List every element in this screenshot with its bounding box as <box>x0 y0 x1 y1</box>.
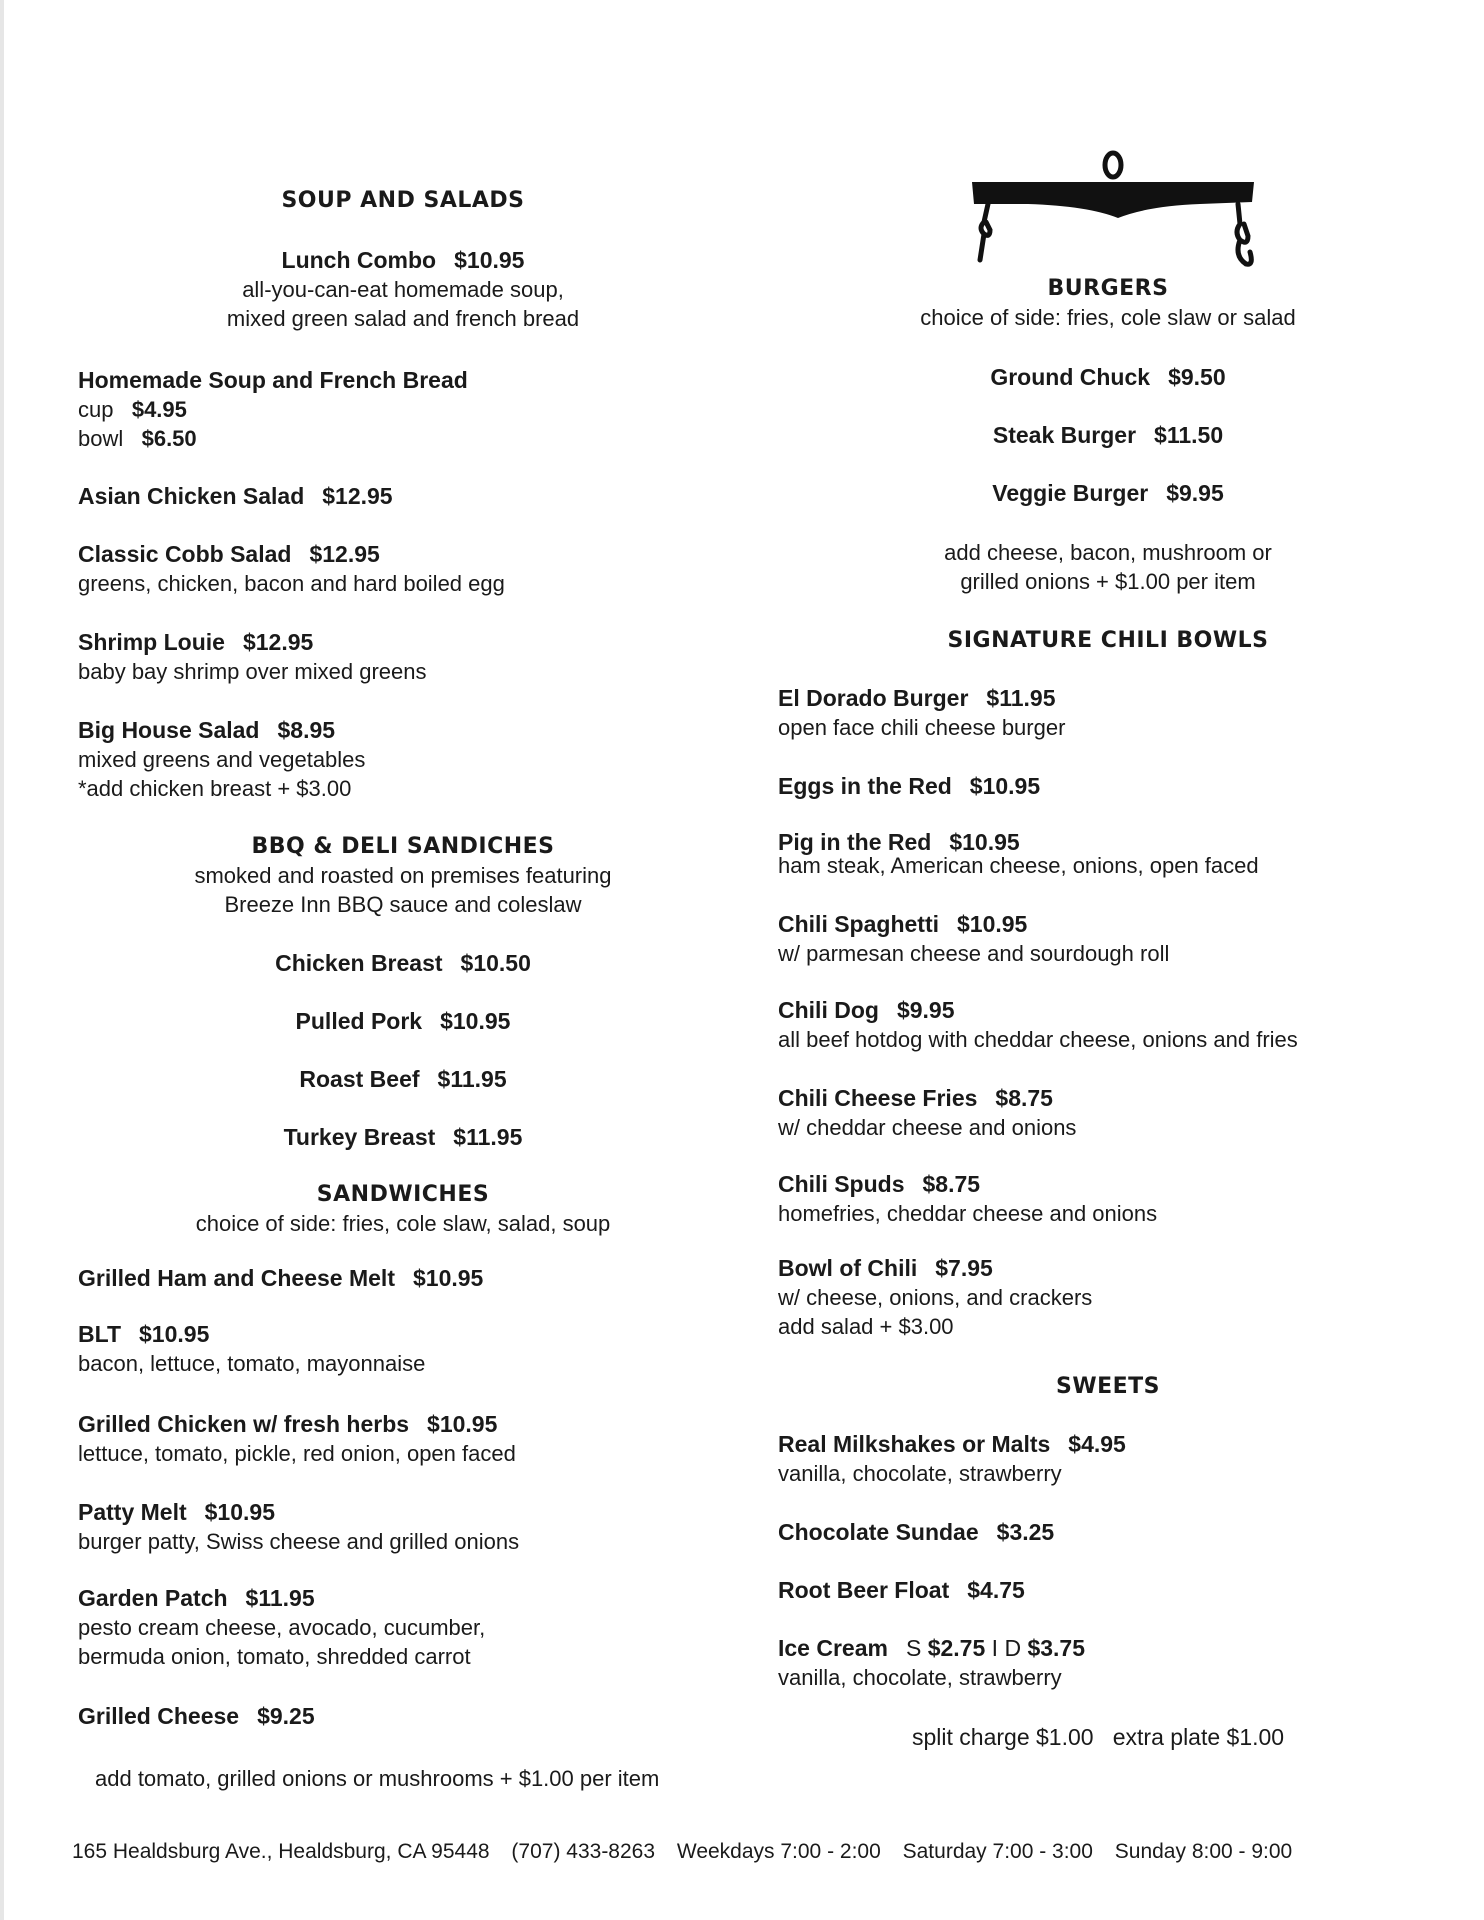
item-name: Asian Chicken Salad <box>78 483 305 509</box>
item-name: Pig in the Red <box>778 829 932 855</box>
footer-weekdays: Weekdays 7:00 - 2:00 <box>676 1840 881 1863</box>
item-desc: lettuce, tomato, pickle, red onion, open faced <box>78 1441 516 1466</box>
item-price: $3.25 <box>996 1519 1055 1545</box>
item-name: Grilled Cheese <box>78 1703 240 1729</box>
burgers-section <box>778 274 1438 332</box>
classic-cobb-salad <box>78 540 728 598</box>
bbq-heading: BBQ & DELI SANDICHES <box>251 834 555 859</box>
item-name: BLT <box>78 1321 122 1347</box>
item-name: Chocolate Sundae <box>778 1519 979 1545</box>
item-name: Chili Cheese Fries <box>778 1085 978 1111</box>
item-name: Pulled Pork <box>295 1008 423 1034</box>
item-desc: add salad + $3.00 <box>778 1314 954 1339</box>
item-name: Patty Melt <box>78 1499 187 1525</box>
item-price: $11.95 <box>453 1124 523 1150</box>
item-price: $9.25 <box>257 1703 315 1729</box>
item-desc: baby bay shrimp over mixed greens <box>78 659 427 684</box>
ox-yoke-icon <box>968 148 1258 273</box>
item-price: $9.95 <box>1166 480 1224 506</box>
item-name: Real Milkshakes or Malts <box>778 1431 1051 1457</box>
homemade-soup <box>78 366 728 453</box>
item-price: $11.50 <box>1154 422 1224 448</box>
split-charge: split charge $1.00 <box>912 1724 1094 1750</box>
footer-address: 165 Healdsburg Ave., Healdsburg, CA 95448 <box>72 1840 490 1863</box>
item-desc: w/ cheese, onions, and crackers <box>778 1285 1093 1310</box>
item-price: $10.95 <box>969 773 1041 799</box>
item-name: Homemade Soup and French Bread <box>78 367 468 393</box>
footer-sunday: Sunday 8:00 - 9:00 <box>1114 1840 1293 1863</box>
item-price: $9.50 <box>1168 364 1226 390</box>
item-price: $10.95 <box>949 829 1020 855</box>
item-price: $10.95 <box>139 1321 210 1347</box>
item-name: Big House Salad <box>78 717 260 743</box>
item-price: $4.95 <box>1068 1431 1126 1457</box>
item-price: $10.95 <box>957 911 1028 937</box>
item-name: Veggie Burger <box>992 480 1149 506</box>
item-price: $10.95 <box>204 1499 275 1525</box>
item-desc: mixed green salad and french bread <box>226 306 580 331</box>
item-name: Turkey Breast <box>283 1124 436 1150</box>
sweets-heading: SWEETS <box>1055 1374 1161 1399</box>
item-desc: pesto cream cheese, avocado, cucumber, <box>78 1615 486 1640</box>
item-price: $11.95 <box>437 1066 507 1092</box>
garden-patch <box>78 1584 728 1671</box>
item-price: $11.95 <box>986 685 1056 711</box>
item-name: Ground Chuck <box>990 364 1151 390</box>
item-price: $8.95 <box>277 717 336 743</box>
bowl-label: bowl <box>78 426 124 451</box>
ice-cream <box>778 1634 1438 1692</box>
addon-line: add cheese, bacon, mushroom or <box>944 540 1272 565</box>
bbq-item <box>78 1124 728 1151</box>
item-name: Grilled Ham and Cheese Melt <box>78 1265 395 1291</box>
bowl-price: $6.50 <box>141 426 197 451</box>
item-desc: w/ cheddar cheese and onions <box>778 1115 1077 1140</box>
sandwich-addon: add tomato, grilled onions or mushrooms + $1.00 per item <box>95 1766 660 1791</box>
item-name: Garden Patch <box>78 1585 228 1611</box>
item-price: $12.95 <box>309 541 380 567</box>
item-price: $10.95 <box>412 1265 484 1291</box>
item-name: Chili Spuds <box>778 1171 905 1197</box>
size-s-label: S <box>905 1635 922 1661</box>
burger-item <box>778 422 1438 449</box>
shrimp-louie <box>78 628 728 686</box>
item-name: Grilled Chicken w/ fresh herbs <box>78 1411 410 1437</box>
size-d-label: D <box>1004 1635 1022 1661</box>
item-desc: open face chili cheese burger <box>778 715 1066 740</box>
burgers-heading: BURGERS <box>1047 276 1169 301</box>
item-name: Lunch Combo <box>281 247 437 273</box>
sweets-charges <box>912 1724 1484 1751</box>
item-name: Chili Spaghetti <box>778 911 939 937</box>
bbq-desc: Breeze Inn BBQ sauce and coleslaw <box>224 892 582 917</box>
item-desc: greens, chicken, bacon and hard boiled egg <box>78 571 505 596</box>
item-price: $8.75 <box>922 1171 981 1197</box>
sandwiches-heading: SANDWICHES <box>316 1182 490 1207</box>
asian-chicken-salad <box>78 482 728 511</box>
item-name: Classic Cobb Salad <box>78 541 292 567</box>
item-desc: bermuda onion, tomato, shredded carrot <box>78 1644 471 1669</box>
root-beer-float <box>778 1576 1438 1605</box>
bbq-item <box>78 1066 728 1093</box>
chili-spaghetti <box>778 910 1438 968</box>
footer-saturday: Saturday 7:00 - 3:00 <box>902 1840 1093 1863</box>
item-price: $10.95 <box>454 247 525 273</box>
size-d-price: $3.75 <box>1027 1635 1086 1661</box>
item-desc: *add chicken breast + $3.00 <box>78 776 352 801</box>
burgers-sub: choice of side: fries, cole slaw or salad <box>920 305 1296 330</box>
patty-melt <box>78 1498 728 1556</box>
item-desc: burger patty, Swiss cheese and grilled onions <box>78 1529 520 1554</box>
footer <box>72 1840 1402 1864</box>
item-desc: homefries, cheddar cheese and onions <box>778 1201 1158 1226</box>
item-price: $7.95 <box>935 1255 993 1281</box>
item-name: Ice Cream <box>778 1635 888 1661</box>
item-name: Steak Burger <box>992 422 1137 448</box>
footer-phone: (707) 433-8263 <box>511 1840 656 1863</box>
bowl-of-chili <box>778 1254 1438 1341</box>
soup-salads-heading: SOUP AND SALADS <box>281 188 525 213</box>
milkshakes <box>778 1430 1438 1488</box>
cup-price: $4.95 <box>131 397 187 422</box>
item-name: El Dorado Burger <box>778 685 969 711</box>
item-desc: ham steak, American cheese, onions, open faced <box>778 853 1259 878</box>
item-price: $9.95 <box>896 997 955 1023</box>
item-desc: all beef hotdog with cheddar cheese, onions and fries <box>778 1027 1298 1052</box>
bbq-section <box>78 832 728 919</box>
scan-edge <box>0 0 4 1920</box>
grilled-cheese <box>78 1702 728 1731</box>
chili-dog <box>778 996 1438 1054</box>
chili-heading: SIGNATURE CHILI BOWLS <box>947 628 1269 653</box>
burger-item <box>778 480 1438 507</box>
size-separator: I <box>991 1635 999 1661</box>
chocolate-sundae <box>778 1518 1438 1547</box>
blt <box>78 1320 728 1378</box>
item-price: $10.95 <box>440 1008 511 1034</box>
item-name: Root Beer Float <box>778 1577 950 1603</box>
sandwiches-section <box>78 1180 728 1238</box>
size-s-price: $2.75 <box>927 1635 986 1661</box>
item-price: $10.95 <box>427 1411 498 1437</box>
pig-in-the-red <box>778 830 1438 877</box>
grilled-chicken <box>78 1410 728 1468</box>
addon-line: grilled onions + $1.00 per item <box>960 569 1256 594</box>
item-name: Bowl of Chili <box>778 1255 918 1281</box>
cup-label: cup <box>78 397 114 422</box>
item-name: Chili Dog <box>778 997 879 1023</box>
item-desc: all-you-can-eat homemade soup, <box>242 277 564 302</box>
item-name: Shrimp Louie <box>78 629 225 655</box>
el-dorado-burger <box>778 684 1438 742</box>
sandwiches-sub: choice of side: fries, cole slaw, salad, soup <box>195 1211 611 1236</box>
chili-cheese-fries <box>778 1084 1438 1142</box>
item-price: $12.95 <box>242 629 314 655</box>
item-price: $10.50 <box>460 950 531 976</box>
lunch-combo <box>78 246 728 333</box>
ham-cheese-melt <box>78 1264 728 1293</box>
big-house-salad <box>78 716 728 803</box>
bbq-item <box>78 1008 728 1035</box>
item-price: $8.75 <box>995 1085 1053 1111</box>
burger-addon <box>778 538 1438 596</box>
item-desc: w/ parmesan cheese and sourdough roll <box>778 941 1170 966</box>
item-price: $12.95 <box>322 483 393 509</box>
item-name: Eggs in the Red <box>778 773 952 799</box>
item-price: $4.75 <box>967 1577 1025 1603</box>
item-name: Chicken Breast <box>275 950 443 976</box>
item-desc: vanilla, chocolate, strawberry <box>778 1665 1062 1690</box>
eggs-in-the-red <box>778 772 1438 801</box>
extra-plate: extra plate $1.00 <box>1112 1724 1285 1750</box>
burger-item <box>778 364 1438 391</box>
item-price: $11.95 <box>245 1585 315 1611</box>
bbq-item <box>78 950 728 977</box>
item-desc: mixed greens and vegetables <box>78 747 366 772</box>
item-name: Roast Beef <box>299 1066 420 1092</box>
item-desc: vanilla, chocolate, strawberry <box>778 1461 1062 1486</box>
item-desc: bacon, lettuce, tomato, mayonnaise <box>78 1351 426 1376</box>
bbq-desc: smoked and roasted on premises featuring <box>194 863 612 888</box>
chili-spuds <box>778 1170 1438 1228</box>
